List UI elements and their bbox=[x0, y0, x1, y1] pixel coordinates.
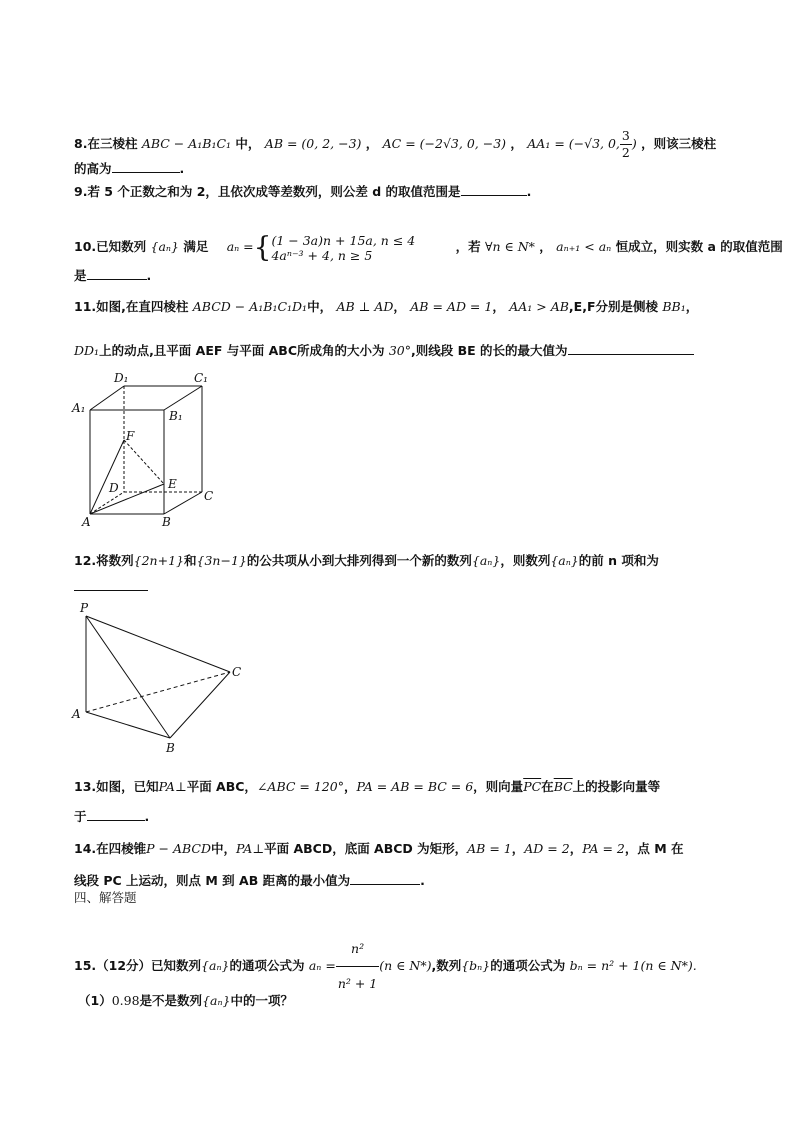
question-8-line-1 bbox=[74, 128, 716, 161]
question-10-text-end: 恒成立，则实数 a 的取值范围 bbox=[615, 239, 783, 254]
answer-blank[interactable] bbox=[350, 872, 420, 885]
question-14-line-1 bbox=[74, 841, 684, 857]
an-label: aₙ = bbox=[308, 958, 336, 973]
piecewise-cases bbox=[271, 233, 415, 263]
text-segment: ， bbox=[343, 779, 357, 794]
segment-ae bbox=[90, 484, 164, 514]
question-11-line-2 bbox=[74, 342, 694, 359]
condition-1: AB = 1 bbox=[467, 841, 512, 856]
question-14-line-2 bbox=[74, 872, 425, 889]
comma: ， bbox=[365, 136, 379, 151]
question-10-text: 10.已知数列 bbox=[74, 239, 147, 254]
edge-pc bbox=[86, 616, 230, 672]
question-10-text-mid: 满足 bbox=[183, 239, 209, 254]
edge-ac-hidden bbox=[86, 672, 230, 712]
question-14-text: 14.在四棱锥 bbox=[74, 841, 147, 856]
question-11-line-1 bbox=[74, 299, 698, 315]
fraction-denominator: 2 bbox=[621, 145, 630, 160]
condition-3: AA₁ > AB bbox=[509, 299, 569, 314]
question-13-line-2 bbox=[74, 808, 149, 825]
fraction-numerator: n² bbox=[336, 932, 379, 967]
question-13-line-1 bbox=[74, 779, 660, 795]
part-label: （1） bbox=[78, 993, 112, 1008]
edge-a1d1 bbox=[90, 386, 124, 410]
case-1: (1 − 3a)n + 15a, n ≤ 4 bbox=[271, 232, 416, 248]
text-segment: 中， bbox=[211, 841, 237, 856]
text-segment: 在 bbox=[541, 779, 554, 794]
text-segment: 的通项公式为 bbox=[490, 958, 566, 973]
question-13-text-line2: 于 bbox=[74, 809, 87, 824]
question-8-text-line2: 的高为 bbox=[74, 161, 112, 176]
label-c1: C₁ bbox=[194, 371, 208, 385]
text-segment: ， bbox=[511, 841, 525, 856]
label-a: A bbox=[72, 707, 81, 721]
period: . bbox=[420, 873, 425, 888]
edge-b1c1 bbox=[164, 386, 202, 410]
value-098: 0.98 bbox=[111, 993, 140, 1008]
bn-formula: bₙ = n² + 1(n ∈ N*). bbox=[569, 958, 697, 973]
sequence-a: {aₙ} bbox=[550, 553, 579, 568]
section-heading: 四、解答题 bbox=[74, 890, 137, 905]
sequence-1: {2n+1} bbox=[133, 553, 184, 568]
period: . bbox=[144, 809, 150, 824]
label-b: B bbox=[162, 515, 171, 529]
question-13-text: 13.如图，已知 bbox=[74, 779, 159, 794]
label-d1: D₁ bbox=[114, 371, 129, 385]
pyramid-figure bbox=[70, 600, 250, 756]
edge-bb1: BB₁ bbox=[662, 299, 686, 314]
fraction-numerator: 3 bbox=[621, 128, 630, 143]
fraction-3-2 bbox=[620, 128, 632, 161]
question-11-text-line2: 上的动点,且平面 AEF 与平面 ABC所成角的大小为 bbox=[99, 343, 385, 358]
vector-ac: AC = (−2√3, 0, −3) bbox=[382, 136, 507, 151]
inequality: aₙ₊₁ < aₙ bbox=[556, 239, 612, 254]
prism-name: ABCD − A₁B₁C₁D₁ bbox=[192, 299, 308, 314]
fraction-an bbox=[336, 932, 379, 1001]
label-d: D bbox=[109, 481, 119, 495]
prism-name: ABC − A₁B₁C₁ bbox=[141, 136, 232, 151]
paren-close: ) bbox=[631, 136, 637, 151]
question-12-line-1 bbox=[74, 553, 659, 569]
period: . bbox=[146, 268, 152, 283]
text-segment: ,数列 bbox=[431, 958, 462, 973]
angle-abc: ∠ABC = 120° bbox=[256, 779, 344, 794]
text-segment: 中的一项？ bbox=[230, 993, 294, 1008]
answer-blank[interactable] bbox=[112, 160, 180, 173]
question-8-line-2 bbox=[74, 160, 184, 177]
vector-aa1: AA₁ = (−√3, 0, bbox=[527, 136, 620, 151]
text-segment: ， bbox=[393, 299, 406, 314]
question-10-line-2 bbox=[74, 267, 151, 284]
label-b: B bbox=[166, 741, 175, 755]
condition-2: AD = 2 bbox=[524, 841, 570, 856]
vector-bc: $\overline{BC}$ bbox=[553, 779, 573, 794]
perp-pa: PA⊥ bbox=[236, 841, 265, 856]
vector-pc: $\overline{PC}$ bbox=[523, 779, 542, 794]
label-c: C bbox=[232, 665, 242, 679]
label-e: E bbox=[168, 477, 177, 491]
condition-3: PA = 2 bbox=[582, 841, 625, 856]
question-9-text: 9.若 5 个正数之和为 2，且依次成等差数列，则公差 d 的取值范围是 bbox=[74, 184, 461, 199]
condition-2: AB = AD = 1 bbox=[410, 299, 493, 314]
comma: ， bbox=[539, 239, 552, 254]
comma: ， bbox=[510, 136, 523, 151]
label-f: F bbox=[126, 429, 135, 443]
sequence-a: {aₙ} bbox=[150, 239, 179, 254]
question-10-text-mid2: ，若 bbox=[455, 239, 481, 254]
text-segment: 平面 ABC， bbox=[186, 779, 257, 794]
label-a: A bbox=[82, 515, 91, 529]
condition-1: AB ⊥ AD bbox=[336, 299, 394, 314]
left-brace: { bbox=[253, 230, 272, 264]
question-9 bbox=[74, 183, 531, 200]
period: . bbox=[526, 184, 532, 199]
edge-dd1: DD₁ bbox=[74, 343, 100, 358]
edge-ab bbox=[86, 712, 170, 738]
answer-blank[interactable] bbox=[87, 808, 145, 821]
text-segment: ， bbox=[569, 841, 583, 856]
question-12-text: 12.将数列 bbox=[74, 553, 134, 568]
label-p: P bbox=[80, 601, 89, 615]
edge-bc bbox=[164, 492, 202, 514]
sequence-a: {aₙ} bbox=[201, 958, 230, 973]
period: . bbox=[179, 161, 185, 176]
text-segment: ,E,F分别是侧棱 bbox=[568, 299, 658, 314]
text-segment: ，则向量 bbox=[473, 779, 524, 794]
text-segment: 的前 n 项和为 bbox=[578, 553, 659, 568]
question-11-text: 11.如图,在直四棱柱 bbox=[74, 299, 189, 314]
question-15-line-1 bbox=[74, 932, 697, 1001]
question-10-line-1 bbox=[74, 230, 783, 265]
edge-bc bbox=[170, 672, 230, 738]
prism-figure bbox=[70, 368, 230, 534]
text-segment: 是不是数列 bbox=[139, 993, 203, 1008]
domain: (n ∈ N*) bbox=[379, 958, 432, 973]
question-11-text-line2b: ,则线段 BE 的长的最大值为 bbox=[411, 343, 568, 358]
question-14-text-line2: 线段 PC 上运动，则点 M 到 AB 距离的最小值为 bbox=[74, 873, 351, 888]
case-2: 4aⁿ⁻³ + 4, n ≥ 5 bbox=[271, 247, 373, 263]
label-c: C bbox=[204, 489, 214, 503]
question-8-text: 8.在三棱柱 bbox=[74, 136, 138, 151]
an-label: aₙ = bbox=[226, 239, 254, 254]
label-b1: B₁ bbox=[169, 409, 183, 423]
text-segment: 和 bbox=[184, 553, 197, 568]
vector-ab: AB = (0, 2, −3) bbox=[264, 136, 362, 151]
sequence-b: {bₙ} bbox=[461, 958, 491, 973]
edge-pb bbox=[86, 616, 170, 738]
text-segment: 平面 ABCD，底面 ABCD 为矩形， bbox=[264, 841, 468, 856]
question-8-text-end: ，则该三棱柱 bbox=[641, 136, 717, 151]
sequence-a: {aₙ} bbox=[471, 553, 501, 568]
forall-condition: ∀n ∈ N* bbox=[484, 239, 535, 254]
question-15-part-1 bbox=[78, 993, 293, 1009]
question-15-text: 15.（12分）已知数列 bbox=[74, 958, 202, 973]
answer-blank[interactable] bbox=[87, 267, 147, 280]
answer-blank[interactable] bbox=[568, 342, 694, 355]
perp-pa: PA⊥ bbox=[158, 779, 187, 794]
text-segment: ，点 M 在 bbox=[624, 841, 684, 856]
label-a1: A₁ bbox=[72, 401, 86, 415]
question-12-line-2 bbox=[74, 578, 148, 595]
text-segment: ，则数列 bbox=[500, 553, 551, 568]
sequence-a: {aₙ} bbox=[202, 993, 231, 1008]
pyramid-name: P − ABCD bbox=[146, 841, 212, 856]
answer-blank[interactable] bbox=[74, 578, 148, 591]
question-10-text-line2: 是 bbox=[74, 268, 87, 283]
text-segment: 中， bbox=[307, 299, 333, 314]
lengths: PA = AB = BC = 6 bbox=[356, 779, 474, 794]
text-segment: ， bbox=[492, 299, 505, 314]
sequence-2: {3n−1} bbox=[196, 553, 247, 568]
segment-fe bbox=[124, 440, 164, 484]
text-segment: 的通项公式为 bbox=[229, 958, 305, 973]
question-8-text-mid: 中， bbox=[235, 136, 261, 151]
text-segment: 上的投影向量等 bbox=[572, 779, 661, 794]
text-segment: 的公共项从小到大排列得到一个新的数列 bbox=[246, 553, 472, 568]
fraction-denominator: n² + 1 bbox=[337, 976, 378, 991]
text-segment: ， bbox=[685, 299, 699, 314]
answer-blank[interactable] bbox=[461, 183, 527, 196]
angle-value: 30° bbox=[388, 343, 412, 358]
